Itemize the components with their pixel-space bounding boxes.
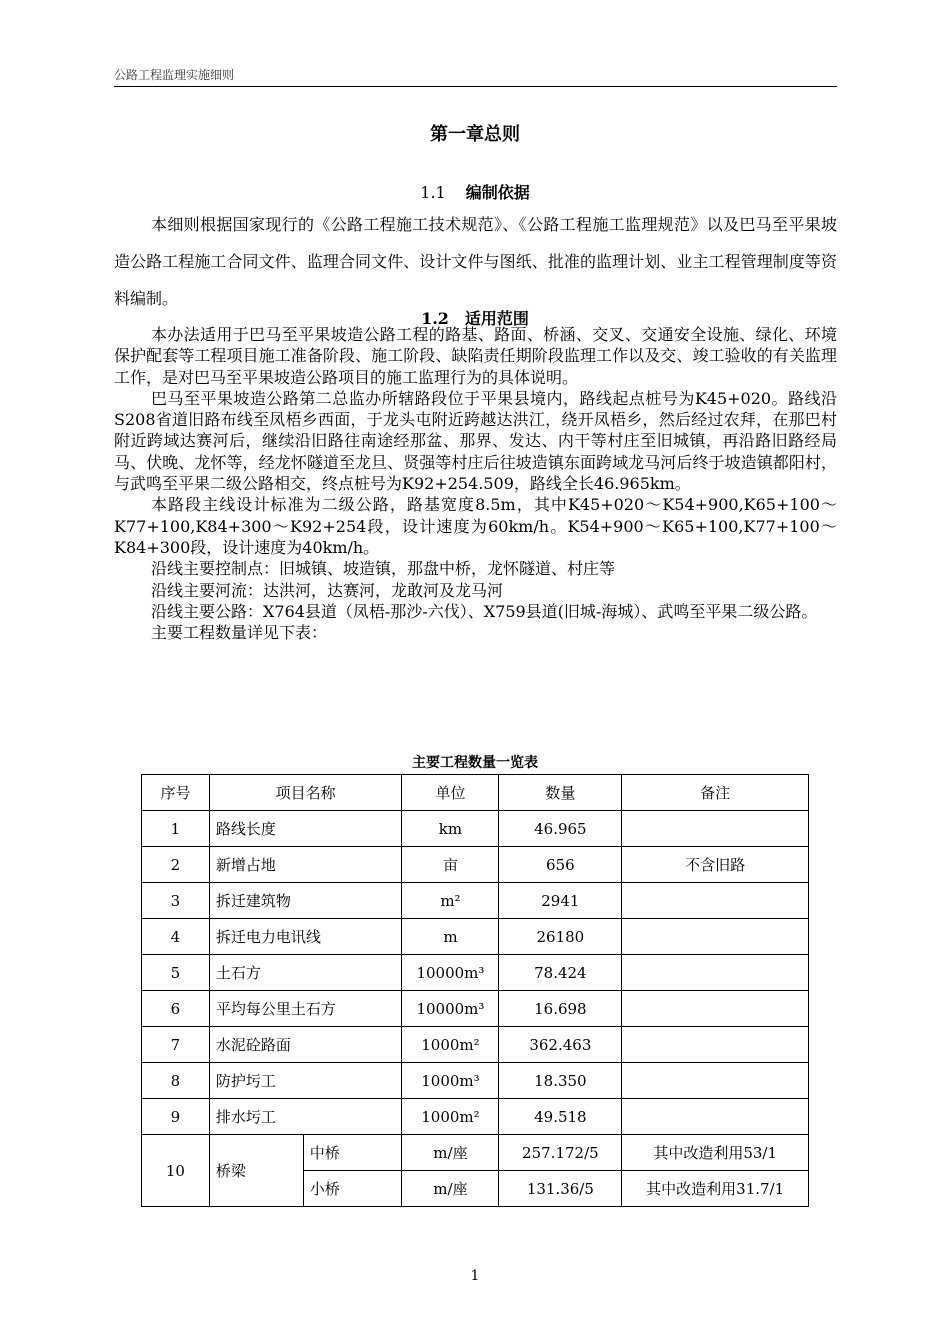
row-no: 10 [142,1135,210,1207]
row-unit: m/座 [402,1135,499,1171]
running-header [114,66,837,87]
table-row [142,1027,809,1063]
row-unit: 1000m³ [402,1063,499,1099]
row-name: 土石方 [209,955,402,991]
row-note [622,811,809,847]
paragraph: 沿线主要河流：达洪河，达赛河，龙敢河及龙马河 [151,580,504,600]
row-qty: 656 [499,847,622,883]
row-note [622,1099,809,1135]
row-no: 7 [142,1027,210,1063]
header-cell: 单位 [402,775,499,811]
row-name: 拆迁建筑物 [209,883,402,919]
row-unit: km [402,811,499,847]
row-unit: 1000m² [402,1027,499,1063]
header-cell: 项目名称 [209,775,402,811]
row-name: 防护圬工 [209,1063,402,1099]
table-row [142,1063,809,1099]
page-number: 1 [470,1268,480,1284]
row-subname: 小桥 [303,1171,402,1207]
section-title: 适用范围 [464,309,529,328]
table-row [142,847,809,883]
row-note [622,955,809,991]
row-note: 其中改造利用31.7/1 [622,1171,809,1207]
table-row [142,991,809,1027]
row-name: 新增占地 [209,847,402,883]
header-cell: 序号 [142,775,210,811]
row-no: 1 [142,811,210,847]
chapter-title: 第一章总则 [430,124,520,145]
table-row [142,811,809,847]
row-no: 8 [142,1063,210,1099]
paragraph: 主要工程数量详见下表： [151,623,328,643]
table-row [142,955,809,991]
row-name: 拆迁电力电讯线 [209,919,402,955]
row-qty: 362.463 [499,1027,622,1063]
row-qty: 16.698 [499,991,622,1027]
row-no: 2 [142,847,210,883]
table-header-row [142,775,809,811]
row-name: 排水圬工 [209,1099,402,1135]
row-qty: 78.424 [499,955,622,991]
row-no: 6 [142,991,210,1027]
paragraph: 沿线主要公路：X764县道（凤梧-那沙-六伐）、X759县道(旧城-海城）、武鸣至平果二级公路。 [151,601,818,621]
row-unit: 10000m³ [402,991,499,1027]
row-unit: 亩 [402,847,499,883]
paragraph: 本路段主线设计标准为二级公路，路基宽度8.5m，其中K45+020～K54+900,K65+100～K77+100,K84+300～K92+254段，设计速度为60km/h。K54+900～K65+100,K77+100～K84+300段，设计速度为40km/h。 [114,495,837,557]
row-unit: m² [402,883,499,919]
header-cell: 备注 [622,775,809,811]
row-note: 其中改造利用53/1 [622,1135,809,1171]
section-1-2-body [114,324,837,643]
row-note: 不含旧路 [622,847,809,883]
row-unit: 1000m² [402,1099,499,1135]
paragraph: 本办法适用于巴马至平果坡造公路工程的路基、路面、桥涵、交叉、交通安全设施、绿化、环境保护配套等工程项目施工准备阶段、施工阶段、缺陷责任期阶段监理工作以及交、竣工验收的有关监理工作，是对巴马至平果坡造公路项目的施工监理行为的具体说明。 [114,325,837,387]
row-qty: 131.36/5 [499,1171,622,1207]
section-number: 1.2 [421,309,449,328]
row-name: 桥梁 [209,1135,303,1207]
row-note [622,1027,809,1063]
header-cell: 数量 [499,775,622,811]
table-row-bridge-medium [142,1135,809,1171]
row-unit: m/座 [402,1171,499,1207]
row-note [622,1063,809,1099]
row-unit: 10000m³ [402,955,499,991]
table-title: 主要工程数量一览表 [412,755,538,771]
row-no: 4 [142,919,210,955]
table-row [142,1099,809,1135]
row-name: 路线长度 [209,811,402,847]
table-row [142,919,809,955]
row-qty: 2941 [499,883,622,919]
row-qty: 26180 [499,919,622,955]
section-number: 1.1 [420,183,446,202]
row-qty: 49.518 [499,1099,622,1135]
row-subname: 中桥 [303,1135,402,1171]
row-note [622,919,809,955]
running-header-title: 公路工程监理实施细则 [114,68,235,82]
row-no: 3 [142,883,210,919]
row-qty: 257.172/5 [499,1135,622,1171]
section-1-1-heading [0,180,950,203]
row-name: 水泥砼路面 [209,1027,402,1063]
row-qty: 46.965 [499,811,622,847]
section-title: 编制依据 [465,183,530,202]
paragraph: 沿线主要控制点：旧城镇、坡造镇，那盘中桥，龙怀隧道、村庄等 [151,559,616,579]
row-unit: m [402,919,499,955]
row-name: 平均每公里土石方 [209,991,402,1027]
row-note [622,883,809,919]
section-1-1-paragraph: 本细则根据国家现行的《公路工程施工技术规范》、《公路工程施工监理规范》以及巴马至平果坡造公路工程施工合同文件、监理合同文件、设计文件与图纸、批准的监理计划、业主工程管理制度等资料编制。 [114,215,837,308]
paragraph: 巴马至平果坡造公路第二总监办所辖路段位于平果县境内，路线起点桩号为K45+020。路线沿S208省道旧路布线至凤梧乡西面，于龙头屯附近跨越达洪江，绕开凤梧乡，然后经过农拜，在那巴村附近跨域达赛河后，继续沿旧路往南途经那盆、那界、发达、内干等村庄至旧城镇，再沿路旧路经局马、伏晚、龙怀等，经龙怀隧道至龙旦、贤强等村庄后往坡造镇东面跨域龙马河后终于坡造镇都阳村，与武鸣至平果二级公路相交，终点桩号为K92+254.509，路线全长46.965km。 [114,388,837,494]
row-no: 5 [142,955,210,991]
table-row [142,883,809,919]
row-no: 9 [142,1099,210,1135]
quantity-table [141,774,809,1207]
row-qty: 18.350 [499,1063,622,1099]
row-note [622,991,809,1027]
